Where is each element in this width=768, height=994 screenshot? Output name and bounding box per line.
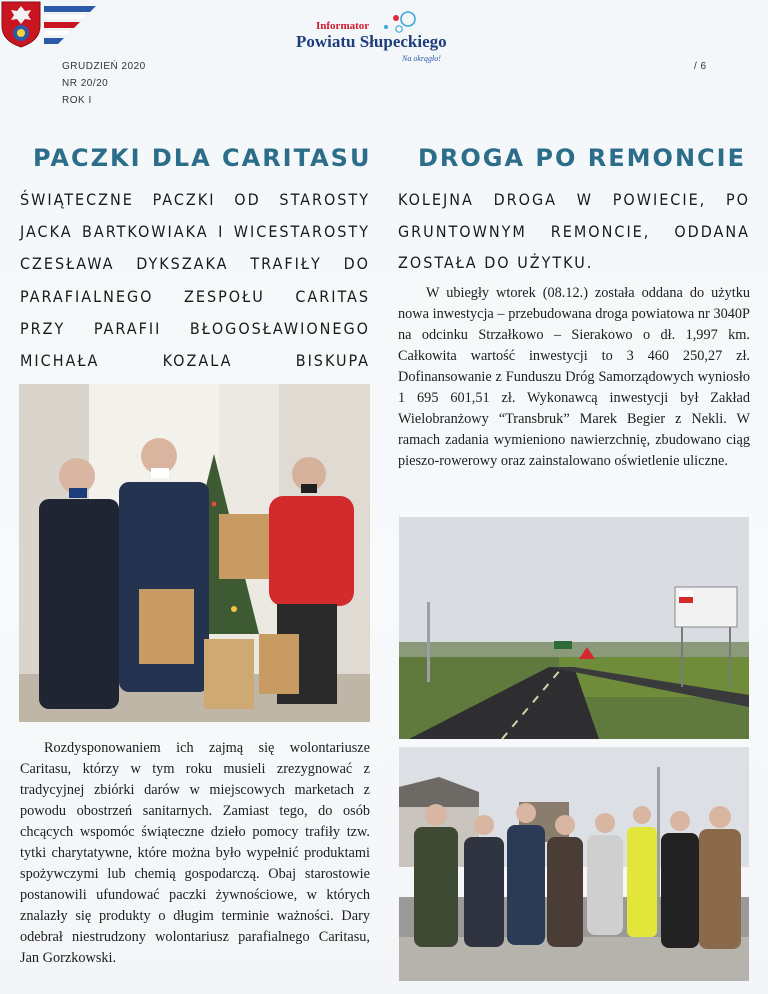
issue-number: NR 20/20 [62,78,109,89]
left-article-title: PACZKI DLA CARITASU [33,144,372,172]
county-crest-logo [0,0,44,48]
right-article-body: W ubiegły wtorek (08.12.) została oddana do użytku nowa inwestycja – przebudowana droga powiatowa nr 3040P na odcinku Strzałkowo – Sierakowo o dł. 1,997 km. Całkowita wartość inwestycji to 3 460 250,27 zł. Dofinansowanie z Funduszu Dróg Samorządowych wyniosło 1 695 601,51 zł. Wykonawcą inwestycji był Zakład Wielobranżowy “Transbruk” Marek Begier z Nekli. W ramach zadania wymieniono nawierzchnię, zbudowano ciąg pieszo-rowerowy oraz zainstalowano oświetlenie uliczne. [398,285,750,469]
left-article-body: Rozdysponowaniem ich zajmą się wolontariusze Caritasu, którzy w tym roku musieli zrezygnować z tradycyjnej zbiórki darów w miejscowych marketach z powodu obostrzeń sanitarnych. Zamiast tego, do osób chcących wspomóc świąteczne dzieło pomocy trafiły tzw. tytki charytatywne, które można było wypełnić produktami spożywczymi lub chemią gospodarczą. Obaj starostowie postanowili ufundować paczki żywnościowe, w których znalazły się produkty o długim terminie ważności. Dary odebrał niestrudzony wolontariusz parafialnego Caritasu, Jan Gorzkowski. [20,740,370,966]
right-article-title: DROGA PO REMONCIE [418,144,746,172]
flag-stripes-logo [44,6,96,46]
brand-tagline: Na okrągło! [402,54,441,63]
newsletter-brand [250,8,518,70]
page-number: / 6 [694,61,707,72]
caritas-packages-photo [19,384,370,722]
officials-group-photo [399,747,749,981]
brand-informator: Informator [316,20,370,32]
renovated-road-photo [399,517,749,739]
issue-year: ROK I [62,95,92,106]
left-article-lead: ŚWIĄTECZNE PACZKI OD STAROSTY JACKA BARTKOWIAKA I WICESTAROSTY CZESŁAWA DYKSZAKA TRAFIŁY DO PARAFIALNEGO ZESPOŁU CARITAS PRZY PARAFII BŁOGOSŁAWIONEGO MICHAŁA KOZALA BISKUPA [20,190,370,371]
issue-month: GRUDZIEŃ 2020 [62,61,146,72]
right-article-lead: KOLEJNA DROGA W POWIECIE, PO GRUNTOWNYM REMONCIE, ODDANA ZOSTAŁA DO UŻYTKU. [398,190,750,272]
brand-title: Powiatu Słupeckiego [296,32,447,51]
